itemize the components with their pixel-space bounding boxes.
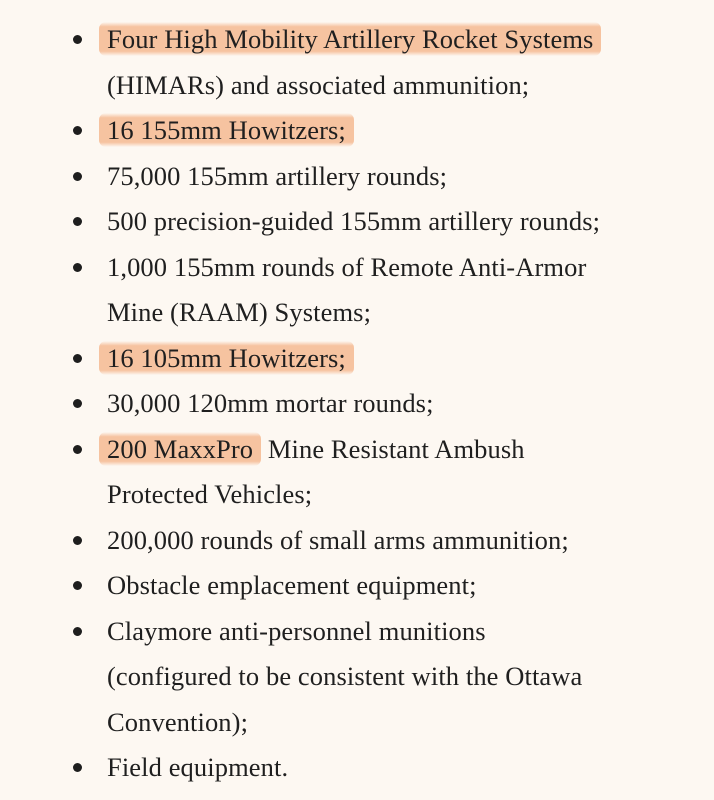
bullet-icon: [73, 263, 82, 272]
bullet-icon: [73, 172, 82, 181]
item-text: Convention);: [107, 706, 249, 737]
list-item: [0, 427, 714, 518]
bullet-icon: [73, 445, 82, 454]
item-text: Mine (RAAM) Systems;: [107, 297, 372, 327]
highlighted-text: 16 105mm Howitzers;: [99, 341, 354, 375]
highlighted-text: 200 MaxxPro: [99, 432, 261, 466]
list-item: [0, 609, 714, 746]
bullet-icon: [73, 126, 82, 135]
item-text: Mine Resistant Ambush: [261, 433, 525, 464]
bullet-icon: [73, 581, 82, 590]
bullet-icon: [73, 354, 82, 363]
bullet-icon: [73, 217, 82, 226]
item-text: Protected Vehicles;: [107, 479, 313, 509]
equipment-list: [0, 17, 714, 791]
bullet-icon: [73, 627, 82, 636]
list-item: [0, 745, 714, 791]
list-item: [0, 245, 714, 336]
list-item: [0, 336, 714, 382]
item-text: 1,000 155mm rounds of Remote Anti-Armor: [107, 251, 587, 282]
item-text: 75,000 155mm artillery rounds;: [107, 160, 448, 191]
list-item: [0, 381, 714, 427]
item-text: (configured to be consistent with the Ottawa: [107, 661, 583, 691]
item-text: Claymore anti-personnel munitions: [107, 615, 486, 646]
bullet-icon: [73, 35, 82, 44]
bullet-icon: [73, 399, 82, 408]
list-item: [0, 199, 714, 245]
item-text: (HIMARs) and associated ammunition;: [107, 69, 530, 100]
item-text: 30,000 120mm mortar rounds;: [107, 388, 434, 418]
bullet-icon: [73, 536, 82, 545]
highlighted-text: Four High Mobility Artillery Rocket Systems: [99, 22, 601, 56]
list-item: [0, 154, 714, 200]
item-text: 200,000 rounds of small arms ammunition;: [107, 524, 569, 555]
item-text: Obstacle emplacement equipment;: [107, 570, 477, 600]
list-item: [0, 518, 714, 564]
bullet-icon: [73, 763, 82, 772]
item-text: 500 precision-guided 155mm artillery rounds;: [107, 206, 601, 236]
highlighted-text: 16 155mm Howitzers;: [99, 113, 354, 147]
list-item: [0, 17, 714, 108]
list-item: [0, 108, 714, 154]
item-text: Field equipment.: [107, 752, 289, 782]
list-item: [0, 563, 714, 609]
